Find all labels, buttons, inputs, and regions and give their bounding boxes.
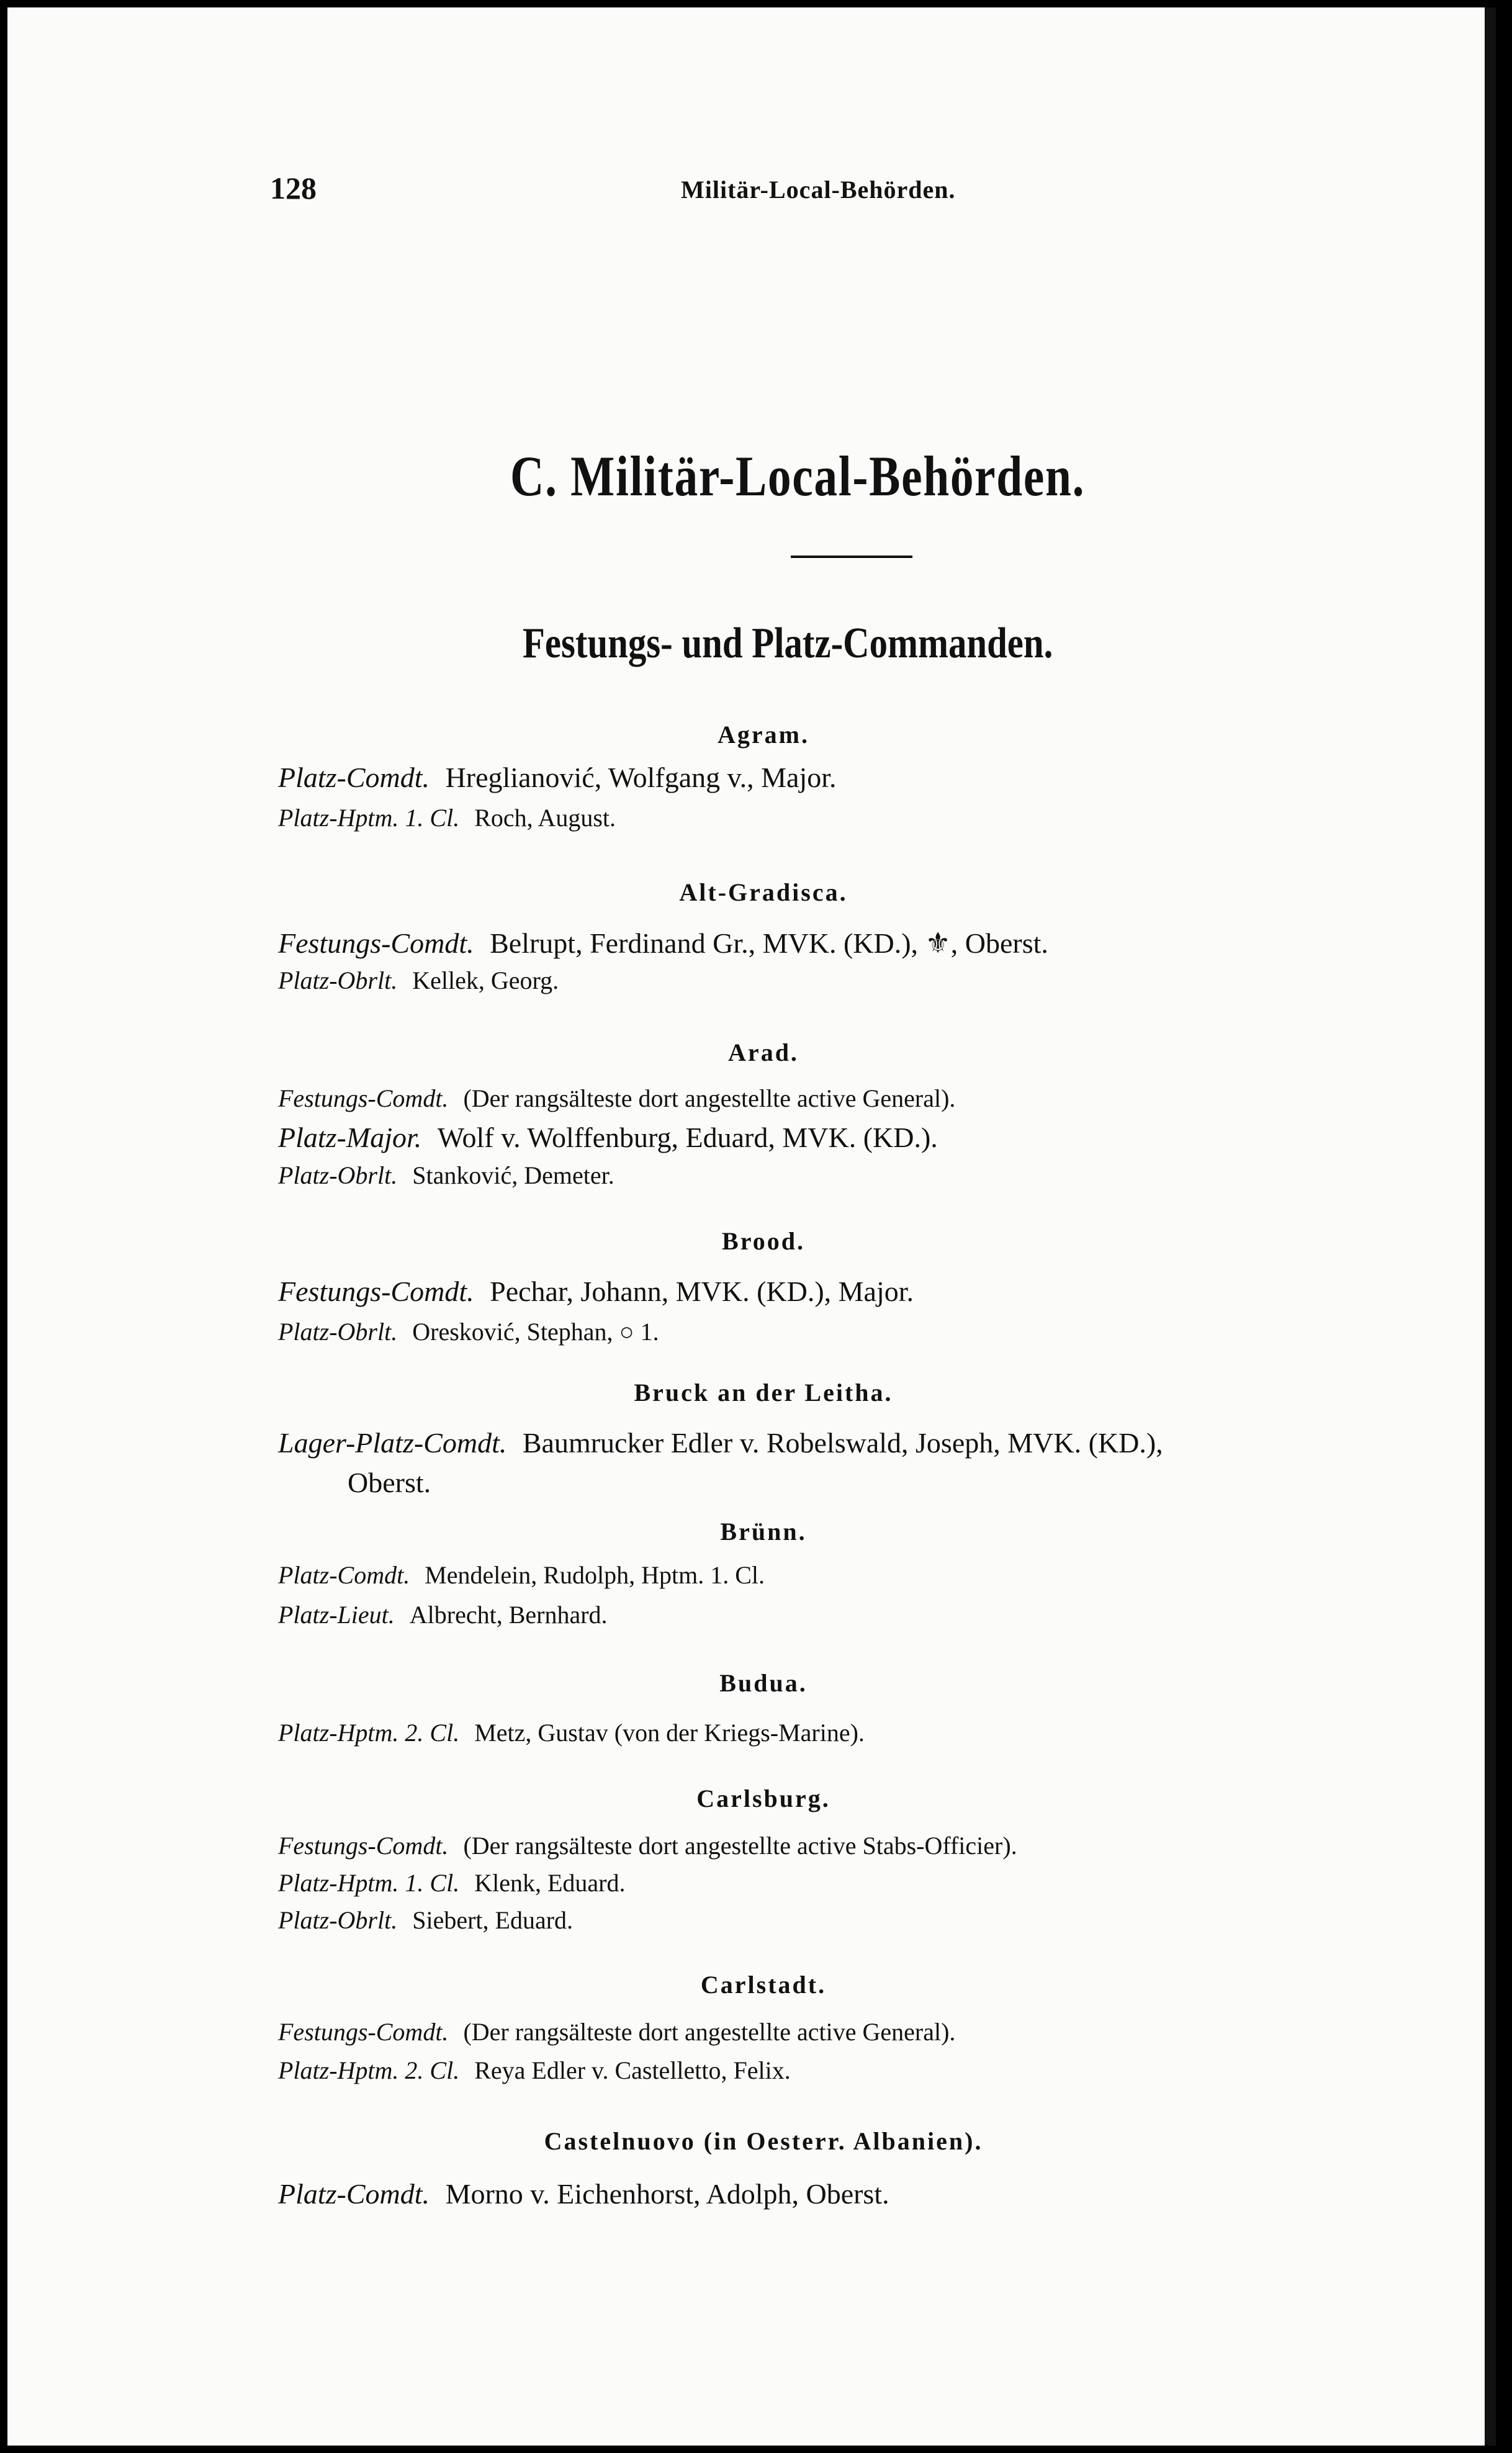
entry-text: (Der rangsälteste dort angestellte active Stabs-Officier).: [463, 1832, 1017, 1860]
entry-line: [278, 1426, 1163, 1459]
entry-role: Festungs-Comdt.: [278, 1832, 449, 1860]
place-heading-brood: Brood.: [722, 1227, 805, 1255]
place-heading-arad: Arad.: [728, 1038, 799, 1066]
entry-line: [278, 1121, 938, 1154]
entry-line: [278, 1560, 765, 1590]
entry-text: Oresković, Stephan, ○ 1.: [412, 1318, 659, 1346]
page-number: 128: [270, 171, 317, 205]
entry-role: Platz-Obrlt.: [278, 1906, 398, 1934]
place-heading-agram: Agram.: [718, 721, 809, 749]
place-heading-carlstadt: Carlstadt.: [700, 1971, 827, 1999]
place-heading-budua: Budua.: [719, 1669, 808, 1697]
entry-line: [278, 1831, 1017, 1860]
entry-text: Baumrucker Edler v. Robelswald, Joseph, MVK. (KD.),: [522, 1427, 1163, 1459]
entry-role: Platz-Hptm. 1. Cl.: [278, 804, 460, 832]
entry-role: Platz-Comdt.: [278, 762, 430, 793]
entry-role: Platz-Obrlt.: [278, 966, 398, 994]
entry-text: Siebert, Eduard.: [412, 1906, 574, 1934]
running-title: Militär-Local-Behörden.: [681, 176, 956, 204]
entry-text: Mendelein, Rudolph, Hptm. 1. Cl.: [425, 1561, 765, 1589]
entry-text: Belrupt, Ferdinand Gr., MVK. (KD.), ⚜, Oberst.: [490, 927, 1048, 959]
entry-line: [278, 1718, 865, 1747]
entry-continuation: [348, 1466, 431, 1499]
entry-text: Roch, August.: [474, 804, 616, 832]
entry-line: [278, 761, 837, 794]
entry-text: Wolf v. Wolffenburg, Eduard, MVK. (KD.).: [437, 1122, 938, 1153]
entry-text: Oberst.: [348, 1467, 431, 1498]
entry-line: [278, 2017, 955, 2046]
entry-text: Morno v. Eichenhorst, Adolph, Oberst.: [445, 2178, 889, 2210]
entry-text: Pechar, Johann, MVK. (KD.), Major.: [490, 1276, 914, 1307]
place-heading-bruck: Bruck an der Leitha.: [634, 1379, 893, 1407]
entry-text: Kellek, Georg.: [412, 966, 559, 994]
entry-line: [278, 1084, 955, 1113]
entry-line: [278, 1906, 573, 1935]
chapter-title: C. Militär-Local-Behörden.: [510, 444, 1086, 508]
entry-role: Platz-Comdt.: [278, 1561, 410, 1589]
entry-role: Festungs-Comdt.: [278, 1276, 474, 1307]
title-rule: [791, 556, 912, 558]
entry-role: Platz-Obrlt.: [278, 1318, 398, 1346]
entry-role: Platz-Major.: [278, 1122, 422, 1153]
entry-role: Festungs-Comdt.: [278, 2018, 449, 2046]
entry-text: Reya Edler v. Castelletto, Felix.: [474, 2056, 791, 2084]
entry-text: Stanković, Demeter.: [412, 1161, 614, 1189]
document-page: [7, 7, 1496, 2446]
entry-role: Festungs-Comdt.: [278, 1084, 449, 1112]
entry-role: Platz-Obrlt.: [278, 1161, 398, 1189]
entry-text: (Der rangsälteste dort angestellte active General).: [463, 2018, 956, 2046]
place-heading-alt-gradisca: Alt-Gradisca.: [679, 878, 848, 906]
entry-line: [278, 966, 559, 995]
entry-line: [278, 1275, 914, 1308]
entry-line: [278, 926, 1048, 960]
entry-role: Platz-Lieut.: [278, 1601, 395, 1629]
entry-text: Klenk, Eduard.: [474, 1869, 626, 1897]
entry-line: [278, 1317, 659, 1346]
entry-line: [278, 1868, 626, 1897]
entry-role: Platz-Comdt.: [278, 2178, 430, 2210]
entry-text: Albrecht, Bernhard.: [409, 1601, 608, 1629]
entry-role: Festungs-Comdt.: [278, 927, 474, 959]
place-heading-carlsburg: Carlsburg.: [696, 1785, 830, 1812]
place-heading-castelnuovo: Castelnuovo (in Oesterr. Albanien).: [544, 2127, 983, 2155]
entry-text: Metz, Gustav (von der Kriegs-Marine).: [474, 1719, 865, 1747]
entry-role: Lager-Platz-Comdt.: [278, 1427, 507, 1459]
section-title: Festungs- und Platz-Commanden.: [523, 619, 1053, 667]
entry-line: [278, 2177, 889, 2210]
entry-line: [278, 1600, 608, 1629]
entry-role: Platz-Hptm. 2. Cl.: [278, 1719, 460, 1747]
entry-line: [278, 803, 616, 832]
entry-text: (Der rangsälteste dort angestellte active General).: [463, 1084, 956, 1112]
place-heading-bruenn: Brünn.: [720, 1518, 807, 1546]
entry-text: Hreglianović, Wolfgang v., Major.: [445, 762, 837, 793]
entry-role: Platz-Hptm. 1. Cl.: [278, 1869, 460, 1897]
entry-line: [278, 2056, 791, 2085]
entry-role: Platz-Hptm. 2. Cl.: [278, 2056, 460, 2084]
entry-line: [278, 1161, 614, 1190]
